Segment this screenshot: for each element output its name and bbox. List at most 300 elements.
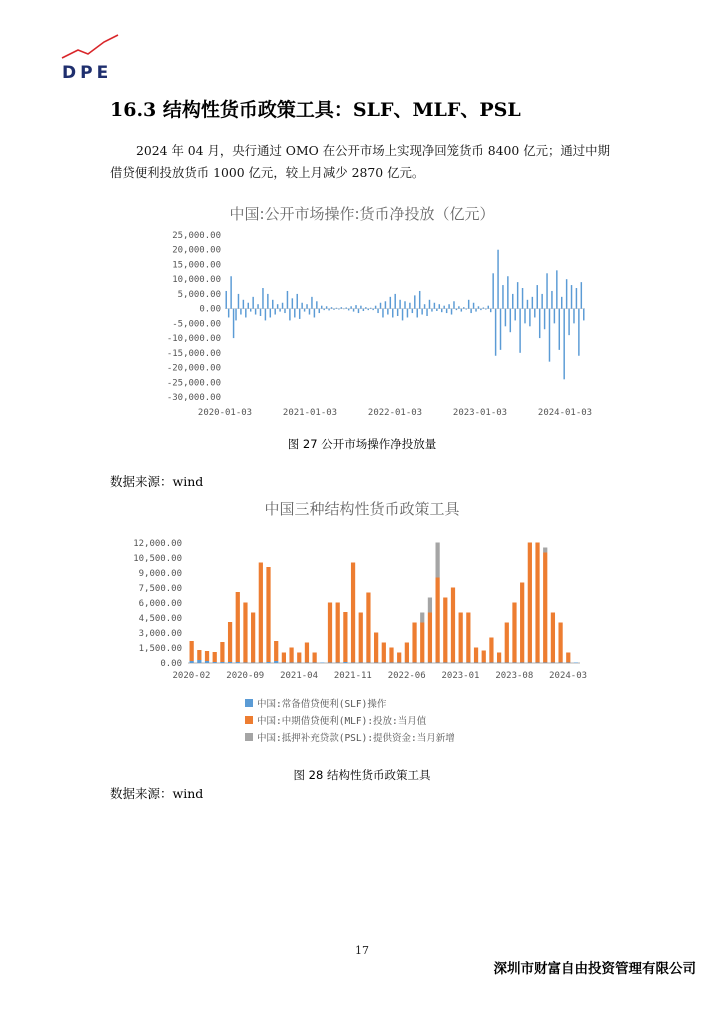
- x-tick-label: 2021-01-03: [282, 408, 338, 418]
- x-tick-label: 2023-01: [441, 671, 480, 681]
- bar-mlf: [412, 623, 416, 663]
- bar-slf: [551, 663, 555, 664]
- bar-slf: [389, 663, 393, 664]
- net-injection-bar: [240, 309, 241, 315]
- net-injection-bar: [350, 306, 351, 308]
- bar-slf: [190, 661, 194, 663]
- net-injection-bar: [297, 294, 298, 309]
- net-injection-bar: [492, 273, 493, 308]
- net-injection-bar: [421, 309, 422, 315]
- y-tick-label: 12,000.00: [133, 539, 182, 549]
- net-injection-bar: [566, 279, 567, 308]
- net-injection-bar: [270, 309, 271, 318]
- net-injection-bar: [500, 309, 501, 350]
- bar-slf: [574, 663, 578, 664]
- net-injection-bar: [331, 307, 332, 308]
- net-injection-bar: [488, 306, 489, 309]
- net-injection-bar: [380, 303, 381, 309]
- bar-mlf: [236, 592, 240, 662]
- net-injection-bar: [316, 301, 317, 308]
- bar-slf: [197, 660, 201, 663]
- chart1-title: 中国:公开市场操作:货币净投放（亿元）: [229, 205, 495, 223]
- y-tick-label: 0.00: [160, 659, 182, 669]
- bar-mlf: [374, 633, 378, 663]
- net-injection-bar: [514, 309, 515, 321]
- net-injection-bar: [372, 309, 373, 310]
- net-injection-bar: [439, 304, 440, 308]
- net-injection-bar: [512, 294, 513, 309]
- bar-mlf: [543, 553, 547, 663]
- net-injection-bar: [282, 303, 283, 309]
- net-injection-bar: [375, 306, 376, 309]
- bar-mlf: [459, 613, 463, 663]
- legend-label-psl: 中国:抵押补充贷款(PSL):提供资金:当月新增: [257, 732, 455, 744]
- net-injection-bar: [561, 297, 562, 309]
- net-injection-bar: [573, 309, 574, 324]
- net-injection-bar: [277, 304, 278, 308]
- bar-mlf: [489, 638, 493, 663]
- bar-slf: [466, 663, 470, 664]
- net-injection-bar: [245, 309, 246, 318]
- net-injection-bar: [426, 309, 427, 316]
- net-injection-bar: [463, 307, 464, 308]
- net-injection-bar: [490, 309, 491, 313]
- net-injection-bar: [563, 309, 564, 380]
- bar-slf: [374, 663, 378, 664]
- bar-slf: [336, 663, 340, 664]
- bar-mlf: [213, 652, 217, 662]
- net-injection-bar: [583, 309, 584, 321]
- net-injection-bar: [338, 309, 339, 310]
- net-injection-bar: [365, 307, 366, 308]
- net-injection-bar: [417, 309, 418, 318]
- net-injection-bar: [323, 309, 324, 310]
- net-injection-bar: [578, 309, 579, 356]
- bar-mlf: [297, 653, 301, 663]
- bar-slf: [220, 662, 224, 663]
- bar-slf: [428, 663, 432, 664]
- net-injection-bar: [230, 276, 231, 308]
- y-tick-label: 10,500.00: [133, 554, 182, 564]
- y-tick-label: 10,000.00: [172, 275, 221, 286]
- bar-mlf: [228, 622, 232, 662]
- net-injection-bar: [541, 294, 542, 309]
- bar-slf: [366, 663, 370, 664]
- net-injection-bar: [390, 297, 391, 309]
- net-injection-bar: [441, 309, 442, 313]
- y-tick-label: 1,500.00: [138, 644, 182, 654]
- bar-mlf: [551, 613, 555, 663]
- bar-mlf: [305, 643, 309, 663]
- bar-slf: [435, 663, 439, 664]
- net-injection-bar: [453, 301, 454, 308]
- net-injection-bar: [443, 306, 444, 309]
- net-injection-bar: [348, 309, 349, 311]
- net-injection-bar: [448, 304, 449, 308]
- net-injection-bar: [262, 288, 263, 309]
- net-injection-bar: [341, 307, 342, 308]
- bar-slf: [359, 663, 363, 664]
- bar-slf: [459, 663, 463, 664]
- net-injection-bar: [255, 309, 256, 315]
- bar-slf: [251, 663, 255, 664]
- net-injection-bar: [382, 309, 383, 318]
- omo-net-injection-chart: [150, 225, 600, 425]
- bar-slf: [328, 663, 332, 664]
- page-number: 17: [355, 944, 369, 957]
- bar-mlf: [443, 598, 447, 663]
- net-injection-bar: [497, 250, 498, 309]
- chart2-legend: [245, 694, 455, 745]
- net-injection-bar: [571, 285, 572, 309]
- bar-mlf: [497, 653, 501, 663]
- net-injection-bar: [468, 300, 469, 309]
- bar-mlf: [566, 653, 570, 663]
- net-injection-bar: [524, 309, 525, 324]
- bar-mlf: [482, 651, 486, 663]
- net-injection-bar: [287, 291, 288, 309]
- net-injection-bar: [480, 309, 481, 310]
- chart2-title: 中国三种结构性货币政策工具: [264, 500, 460, 518]
- net-injection-bar: [465, 309, 466, 310]
- net-injection-bar: [292, 298, 293, 308]
- y-tick-label: 6,000.00: [138, 599, 182, 609]
- y-tick-label: 5,000.00: [177, 289, 221, 300]
- net-injection-bar: [370, 308, 371, 309]
- net-injection-bar: [397, 309, 398, 316]
- net-injection-bar: [267, 294, 268, 309]
- net-injection-bar: [392, 309, 393, 318]
- x-tick-label: 2023-08: [495, 671, 534, 681]
- net-injection-bar: [434, 303, 435, 309]
- net-injection-bar: [431, 309, 432, 312]
- net-injection-bar: [581, 282, 582, 309]
- net-injection-bar: [510, 309, 511, 333]
- bar-mlf: [259, 563, 263, 663]
- bar-slf: [343, 662, 347, 663]
- legend-item-psl: [245, 728, 455, 745]
- legend-swatch-psl: [245, 733, 253, 741]
- net-injection-bar: [451, 309, 452, 315]
- net-injection-bar: [532, 297, 533, 309]
- bar-slf: [382, 663, 386, 664]
- bar-mlf: [474, 648, 478, 663]
- bar-mlf: [197, 650, 201, 660]
- y-tick-label: 4,500.00: [138, 614, 182, 624]
- bar-slf: [520, 663, 524, 664]
- y-tick-label: -10,000.00: [166, 334, 221, 345]
- x-tick-label: 2024-01-03: [537, 408, 593, 418]
- net-injection-bar: [284, 309, 285, 313]
- net-injection-bar: [419, 291, 420, 309]
- bar-mlf: [558, 623, 562, 663]
- bar-mlf: [528, 543, 532, 663]
- net-injection-bar: [333, 309, 334, 310]
- net-injection-bar: [228, 309, 229, 318]
- net-injection-bar: [243, 300, 244, 309]
- bar-mlf: [220, 642, 224, 662]
- net-injection-bar: [387, 309, 388, 315]
- bar-mlf: [389, 648, 393, 663]
- net-injection-bar: [505, 309, 506, 327]
- legend-item-slf: [245, 694, 455, 711]
- net-injection-bar: [539, 309, 540, 338]
- bar-slf: [259, 663, 263, 664]
- body-paragraph: 2024 年 04 月，央行通过 OMO 在公开市场上实现净回笼货币 8400 亿元；通过中期借贷便利投放货币 1000 亿元，较上月减少 2870 亿元。: [110, 143, 610, 180]
- net-injection-bar: [424, 304, 425, 308]
- x-tick-label: 2020-01-03: [197, 408, 253, 418]
- net-injection-bar: [412, 309, 413, 313]
- bar-slf: [305, 663, 309, 664]
- net-injection-bar: [252, 297, 253, 309]
- bar-mlf: [336, 603, 340, 663]
- net-injection-bar: [272, 300, 273, 309]
- x-tick-label: 2023-01-03: [452, 408, 508, 418]
- net-injection-bar: [414, 295, 415, 308]
- bar-slf: [405, 663, 409, 664]
- legend-swatch-mlf: [245, 716, 253, 724]
- net-injection-bar: [248, 303, 249, 309]
- y-tick-label: 9,000.00: [138, 569, 182, 579]
- y-tick-label: -25,000.00: [166, 378, 221, 389]
- net-injection-bar: [309, 309, 310, 315]
- net-injection-bar: [534, 309, 535, 318]
- bar-mlf: [359, 613, 363, 663]
- bar-slf: [505, 663, 509, 664]
- bar-mlf: [274, 641, 278, 661]
- bar-slf: [351, 663, 355, 664]
- net-injection-bar: [446, 309, 447, 313]
- bar-psl: [428, 598, 432, 613]
- net-injection-bar: [353, 309, 354, 312]
- bar-slf: [512, 663, 516, 664]
- net-injection-bar: [257, 304, 258, 308]
- bar-mlf: [466, 613, 470, 663]
- figure28-source: 数据来源：wind: [110, 786, 204, 801]
- bar-mlf: [190, 641, 194, 661]
- y-tick-label: 3,000.00: [138, 629, 182, 639]
- net-injection-bar: [485, 309, 486, 310]
- net-injection-bar: [260, 309, 261, 316]
- net-injection-bar: [368, 309, 369, 310]
- net-injection-bar: [502, 285, 503, 309]
- bar-slf: [420, 663, 424, 664]
- legend-label-mlf: 中国:中期借贷便利(MLF):投放:当月值: [257, 715, 427, 727]
- net-injection-bar: [456, 309, 457, 310]
- net-injection-bar: [385, 301, 386, 308]
- bar-mlf: [343, 612, 347, 662]
- net-injection-bar: [483, 307, 484, 308]
- bar-mlf: [328, 603, 332, 663]
- bar-mlf: [366, 593, 370, 663]
- net-injection-bar: [394, 294, 395, 309]
- bar-mlf: [313, 653, 317, 663]
- company-name: 深圳市财富自由投资管理有限公司: [493, 961, 696, 977]
- y-tick-label: 7,500.00: [138, 584, 182, 594]
- net-injection-bar: [399, 300, 400, 309]
- bar-slf: [243, 663, 247, 664]
- x-tick-label: 2020-02: [172, 671, 211, 681]
- y-tick-label: -5,000.00: [172, 319, 221, 330]
- net-injection-bar: [470, 309, 471, 313]
- y-tick-label: 15,000.00: [172, 260, 221, 271]
- y-tick-label: -20,000.00: [166, 363, 221, 374]
- net-injection-bar: [225, 291, 226, 309]
- net-injection-bar: [522, 288, 523, 309]
- net-injection-bar: [294, 309, 295, 318]
- net-injection-bar: [301, 303, 302, 309]
- bar-mlf: [405, 643, 409, 663]
- bar-slf: [566, 663, 570, 664]
- figure27-source: 数据来源：wind: [110, 474, 204, 489]
- bar-slf: [282, 663, 286, 664]
- net-injection-bar: [556, 270, 557, 308]
- net-injection-bar: [358, 309, 359, 313]
- net-injection-bar: [544, 309, 545, 330]
- legend-label-slf: 中国:常备借贷便利(SLF)操作: [257, 698, 387, 710]
- x-tick-label: 2022-01-03: [367, 408, 423, 418]
- bar-mlf: [205, 651, 209, 661]
- net-injection-bar: [529, 309, 530, 327]
- net-injection-bar: [274, 309, 275, 315]
- net-injection-bar: [429, 300, 430, 309]
- bar-mlf: [266, 567, 270, 662]
- bar-slf: [205, 661, 209, 663]
- net-injection-bar: [233, 309, 234, 338]
- bar-mlf: [397, 653, 401, 663]
- bar-psl: [435, 543, 439, 578]
- bar-slf: [266, 662, 270, 663]
- bar-mlf: [505, 623, 509, 663]
- logo-text: DPE: [62, 63, 113, 83]
- bar-slf: [236, 662, 240, 663]
- net-injection-bar: [363, 309, 364, 311]
- bar-mlf: [289, 648, 293, 663]
- bar-slf: [474, 663, 478, 664]
- bar-slf: [528, 663, 532, 664]
- bar-slf: [412, 663, 416, 664]
- net-injection-bar: [304, 309, 305, 312]
- legend-item-mlf: [245, 711, 455, 728]
- x-tick-label: 2020-09: [226, 671, 265, 681]
- bar-slf: [558, 663, 562, 664]
- net-injection-bar: [402, 309, 403, 321]
- x-tick-label: 2021-04: [280, 671, 319, 681]
- net-injection-bar: [314, 309, 315, 318]
- net-injection-bar: [554, 309, 555, 324]
- net-injection-bar: [235, 309, 236, 321]
- x-tick-label: 2022-06: [387, 671, 426, 681]
- net-injection-bar: [407, 309, 408, 318]
- figure28-caption: 图 28 结构性货币政策工具: [293, 768, 431, 782]
- net-injection-bar: [478, 306, 479, 308]
- bar-slf: [313, 663, 317, 664]
- net-injection-bar: [537, 285, 538, 309]
- net-injection-bar: [527, 300, 528, 309]
- legend-swatch-slf: [245, 699, 253, 707]
- net-injection-bar: [461, 309, 462, 312]
- y-tick-label: 25,000.00: [172, 231, 221, 241]
- net-injection-bar: [475, 309, 476, 312]
- bar-mlf: [243, 603, 247, 663]
- net-injection-bar: [519, 309, 520, 353]
- bar-mlf: [535, 543, 539, 663]
- bar-psl: [543, 548, 547, 553]
- bar-slf: [320, 663, 324, 664]
- net-injection-bar: [279, 309, 280, 312]
- bar-slf: [228, 662, 232, 663]
- net-injection-bar: [265, 309, 266, 321]
- net-injection-bar: [473, 303, 474, 309]
- net-injection-bar: [409, 303, 410, 309]
- bar-slf: [297, 663, 301, 664]
- net-injection-bar: [360, 306, 361, 309]
- y-tick-label: -15,000.00: [166, 348, 221, 359]
- net-injection-bar: [336, 308, 337, 309]
- bar-slf: [543, 663, 547, 664]
- x-tick-label: 2024-03: [549, 671, 588, 681]
- net-injection-bar: [250, 309, 251, 312]
- figure27-caption: 图 27 公开市场操作净投放量: [287, 437, 437, 451]
- bar-slf: [497, 663, 501, 664]
- net-injection-bar: [289, 309, 290, 321]
- bar-slf: [451, 663, 455, 664]
- net-injection-bar: [517, 282, 518, 309]
- bar-slf: [482, 663, 486, 664]
- bar-slf: [535, 663, 539, 664]
- bar-mlf: [251, 613, 255, 663]
- net-injection-bar: [507, 276, 508, 308]
- net-injection-bar: [299, 309, 300, 319]
- net-injection-bar: [377, 309, 378, 313]
- net-injection-bar: [238, 294, 239, 309]
- net-injection-bar: [576, 288, 577, 309]
- bar-mlf: [512, 603, 516, 663]
- net-injection-bar: [559, 309, 560, 350]
- net-injection-bar: [311, 297, 312, 309]
- bar-slf: [443, 663, 447, 664]
- x-tick-label: 2021-11: [333, 671, 372, 681]
- bar-slf: [213, 662, 217, 663]
- net-injection-bar: [326, 306, 327, 308]
- bar-slf: [397, 663, 401, 664]
- net-injection-bar: [549, 309, 550, 362]
- net-injection-bar: [321, 306, 322, 309]
- net-injection-bar: [306, 304, 307, 308]
- y-tick-label: 0.00: [199, 304, 221, 315]
- net-injection-bar: [328, 309, 329, 311]
- net-injection-bar: [345, 307, 346, 308]
- net-injection-bar: [404, 301, 405, 308]
- bar-mlf: [282, 653, 286, 663]
- bar-mlf: [428, 613, 432, 663]
- bar-mlf: [451, 588, 455, 663]
- bar-psl: [420, 613, 424, 623]
- net-injection-bar: [551, 291, 552, 309]
- net-injection-bar: [546, 273, 547, 308]
- net-injection-bar: [568, 309, 569, 336]
- net-injection-bar: [436, 309, 437, 311]
- y-tick-label: 20,000.00: [172, 245, 221, 256]
- bar-mlf: [382, 643, 386, 663]
- net-injection-bar: [458, 306, 459, 308]
- bar-mlf: [351, 563, 355, 663]
- bar-slf: [289, 663, 293, 664]
- bar-slf: [274, 661, 278, 663]
- net-injection-bar: [355, 305, 356, 309]
- bar-mlf: [520, 583, 524, 663]
- net-injection-bar: [343, 309, 344, 310]
